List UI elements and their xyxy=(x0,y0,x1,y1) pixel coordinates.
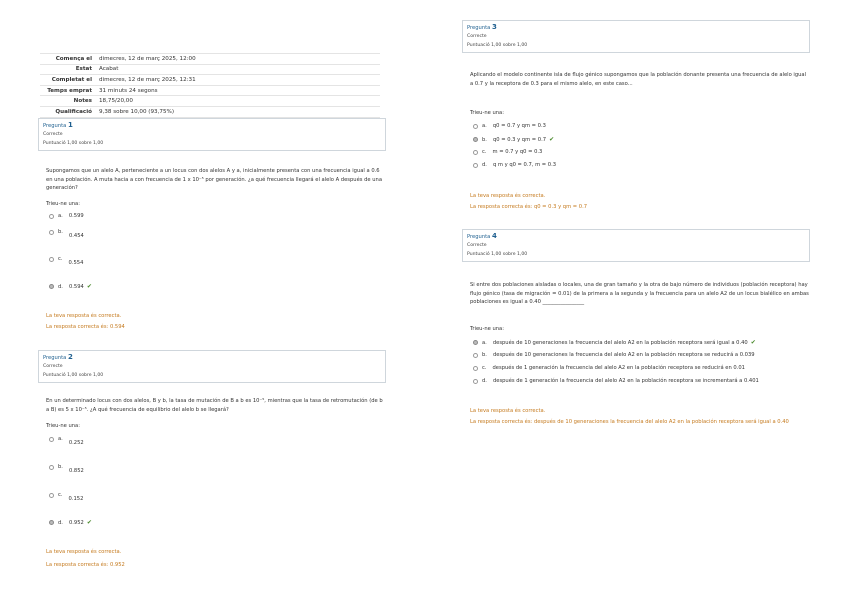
question-info-box xyxy=(38,118,386,151)
question-text: Si entre dos poblaciones aisladas o locales, una de gran tamaño y la otra de bajo número de individuos (población receptora) hay flujo génico (tasa de migración = 0.01) de la primera a la segunda y la frecuencia para un alelo A2 de un locus bialélico en ambas poblaciones es igual a 0.40 ________________ xyxy=(470,282,809,306)
question-number: Pregunta 4 xyxy=(467,232,497,240)
feedback-text: La teva resposta és correcta. xyxy=(46,549,122,555)
answer-option[interactable]: b. q0 = 0.3 y qm = 0.7 ✔ xyxy=(473,136,554,143)
answer-option[interactable]: a. después de 10 generaciones la frecuencia del alelo A2 en la población receptora será igual a 0.40 ✔ xyxy=(473,339,756,346)
correct-answer-text: La resposta correcta és: después de 10 generaciones la frecuencia del alelo A2 en la población receptora será igual a 0.40 xyxy=(470,419,789,425)
attempt-summary xyxy=(40,53,380,118)
summary-row: Estat Acabat xyxy=(40,64,380,75)
radio-button[interactable] xyxy=(49,230,54,235)
question-number: Pregunta 2 xyxy=(43,353,73,361)
answer-option[interactable]: d. 0.952 ✔ xyxy=(49,519,92,526)
radio-button[interactable] xyxy=(49,465,54,470)
choose-one-label: Trieu-ne una: xyxy=(470,326,504,332)
answer-option[interactable]: c. 0.554 xyxy=(49,256,83,262)
question-score: Puntuació 1,00 sobre 1,00 xyxy=(43,373,104,378)
answer-option[interactable]: c. 0.152 xyxy=(49,492,83,498)
answer-option[interactable]: d. después de 1 generación la frecuencia del alelo A2 en la población receptora se incrementará a 0.401 xyxy=(473,378,759,384)
question-info-box xyxy=(38,350,386,383)
radio-button[interactable] xyxy=(473,124,478,129)
radio-button[interactable] xyxy=(49,257,54,262)
answer-option[interactable]: b. después de 10 generaciones la frecuencia del alelo A2 en la población receptora se reducirá a 0.039 xyxy=(473,352,755,358)
radio-button[interactable] xyxy=(473,366,478,371)
check-icon: ✔ xyxy=(549,136,555,143)
radio-button[interactable] xyxy=(473,150,478,155)
radio-button[interactable] xyxy=(473,353,478,358)
answer-option[interactable]: a. 0.252 xyxy=(49,436,84,442)
question-status: Correcte xyxy=(467,34,487,39)
answer-option[interactable]: a. 0.599 xyxy=(49,213,84,219)
choose-one-label: Trieu-ne una: xyxy=(46,423,80,429)
answer-option[interactable]: b. 0.852 xyxy=(49,464,84,470)
answer-option[interactable]: c. después de 1 generación la frecuencia del alelo A2 en la población receptora se reducirá en 0.01 xyxy=(473,365,745,371)
summary-row: Completat el dimecres, 12 de març 2025, 12:31 xyxy=(40,74,380,85)
summary-row: Notes 18,75/20,00 xyxy=(40,95,380,106)
question-number: Pregunta 3 xyxy=(467,23,497,31)
feedback-text: La teva resposta és correcta. xyxy=(470,408,546,414)
correct-answer-text: La resposta correcta és: 0.952 xyxy=(46,562,125,568)
summary-row: Qualificació 9,38 sobre 10,00 (93,75%) xyxy=(40,106,380,118)
question-score: Puntuació 1,00 sobre 1,00 xyxy=(43,141,104,146)
answer-option[interactable]: d. q m y q0 = 0.7, m = 0.3 xyxy=(473,162,556,168)
radio-button[interactable] xyxy=(49,437,54,442)
question-text: Aplicando el modelo continente isla de flujo génico supongamos que la población donante presenta una frecuencia de alelo igual a 0.7 y la receptora de 0.3 para el mismo alelo, en este caso... xyxy=(470,72,807,87)
choose-one-label: Trieu-ne una: xyxy=(46,201,80,207)
question-status: Correcte xyxy=(467,243,487,248)
correct-answer-text: La resposta correcta és: 0.594 xyxy=(46,324,125,330)
check-icon: ✔ xyxy=(86,283,92,290)
correct-answer-text: La resposta correcta és: q0 = 0.3 y qm = 0.7 xyxy=(470,204,588,210)
radio-button[interactable] xyxy=(49,520,54,525)
question-text: Supongamos que un alelo A, perteneciente a un locus con dos alelos A y a, inicialmente presenta con una frecuencia igual a 0.6 en una población. A muta hacia a con frecuencia de 1 x 10⁻⁵ por generación. ¿a qué frecuencia llegará el alelo A después de una generación? xyxy=(46,168,383,192)
summary-row: Comença el dimecres, 12 de març 2025, 12:00 xyxy=(40,53,380,64)
question-number: Pregunta 1 xyxy=(43,121,73,129)
check-icon: ✔ xyxy=(86,519,92,526)
answer-option[interactable]: b. 0.454 xyxy=(49,229,84,235)
question-text: En un determinado locus con dos alelos, B y b, la tasa de mutación de B a b es 10⁻⁵, mientras que la tasa de retromutación (de b a B) es 5 x 10⁻⁵. ¿A qué frecuencia de equilibrio del alelo b se llegará? xyxy=(46,398,383,413)
question-info-box xyxy=(462,229,810,262)
radio-button[interactable] xyxy=(473,163,478,168)
question-info-box xyxy=(462,20,810,53)
radio-button[interactable] xyxy=(49,493,54,498)
radio-button[interactable] xyxy=(473,379,478,384)
feedback-text: La teva resposta és correcta. xyxy=(470,193,546,199)
answer-option[interactable]: d. 0.594 ✔ xyxy=(49,283,92,290)
radio-button[interactable] xyxy=(473,137,478,142)
check-icon: ✔ xyxy=(750,339,756,346)
choose-one-label: Trieu-ne una: xyxy=(470,110,504,116)
radio-button[interactable] xyxy=(49,214,54,219)
radio-button[interactable] xyxy=(473,340,478,345)
question-score: Puntuació 1,00 sobre 1,00 xyxy=(467,252,528,257)
summary-row: Temps emprat 31 minuts 24 segons xyxy=(40,85,380,96)
feedback-text: La teva resposta és correcta. xyxy=(46,313,122,319)
question-status: Correcte xyxy=(43,132,63,137)
question-status: Correcte xyxy=(43,364,63,369)
answer-option[interactable]: c. m = 0.7 y q0 = 0.3 xyxy=(473,149,542,155)
question-score: Puntuació 1,00 sobre 1,00 xyxy=(467,43,528,48)
answer-option[interactable]: a. q0 = 0.7 y qm = 0.3 xyxy=(473,123,546,129)
radio-button[interactable] xyxy=(49,284,54,289)
